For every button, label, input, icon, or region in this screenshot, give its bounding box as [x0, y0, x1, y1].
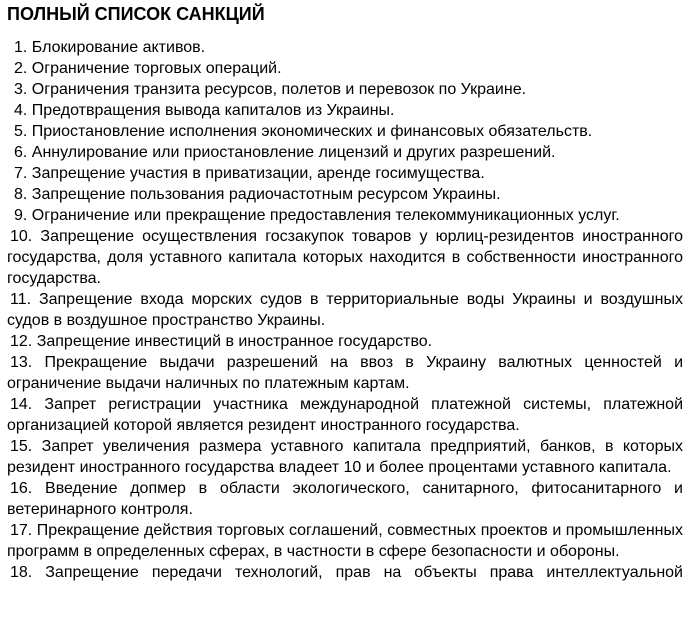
- item-text: Запрещение пользования радиочастотным ресурсом Украины.: [31, 186, 501, 203]
- item-text: Прекращение выдачи разрешений на ввоз в Украину валютных ценностей и ограничение выдачи наличных по платежным картам.: [7, 354, 684, 392]
- item-number: 16.: [10, 480, 33, 497]
- list-item: [7, 331, 683, 352]
- item-text: Ограничения транзита ресурсов, полетов и перевозок по Украине.: [31, 81, 527, 98]
- item-text: Запрещение передачи технологий, прав на объекты права интеллектуальной: [45, 564, 683, 581]
- item-number: 9.: [14, 207, 28, 224]
- item-text: Запрещение осуществления госзакупок товаров у юрлиц-резидентов иностранного государства, доля уставного капитала которых находится в собственности иностранного государства.: [7, 228, 683, 287]
- list-item: [7, 142, 683, 163]
- page-title: ПОЛНЫЙ СПИСОК САНКЦИЙ: [7, 4, 265, 24]
- item-number: 11.: [10, 291, 32, 308]
- list-item: [7, 562, 683, 583]
- item-number: 7.: [14, 165, 28, 182]
- list-item: [7, 163, 683, 184]
- list-item: [7, 205, 683, 226]
- item-number: 8.: [14, 186, 28, 203]
- item-number: 12.: [10, 333, 33, 350]
- item-text: Ограничение торговых операций.: [31, 60, 282, 77]
- item-number: 6.: [14, 144, 28, 161]
- item-number: 4.: [14, 102, 28, 119]
- list-item: [7, 436, 683, 478]
- item-text: Запрет регистрации участника международной платежной системы, платежной организацией которой является резидент иностранного государства.: [7, 396, 683, 434]
- item-text: Запрещение инвестиций в иностранное государство.: [36, 333, 433, 350]
- list-item: [7, 478, 683, 520]
- list-item: [7, 394, 683, 436]
- item-number: 13.: [10, 354, 33, 371]
- item-number: 10.: [10, 228, 33, 245]
- item-number: 14.: [10, 396, 33, 413]
- item-text: Введение допмер в области экологического, санитарного, фитосанитарного и ветеринарного контроля.: [7, 480, 683, 518]
- item-text: Запрет увеличения размера уставного капитала предприятий, банков, в которых резидент иностранного государства владеет 10 и более процентами уставного капитала.: [7, 438, 684, 476]
- item-number: 18.: [10, 564, 33, 581]
- item-number: 1.: [14, 39, 28, 56]
- item-text: Аннулирование или приостановление лицензий и других разрешений.: [31, 144, 556, 161]
- item-text: Блокирование активов.: [31, 39, 206, 56]
- list-item: [7, 58, 683, 79]
- item-text: Запрещение участия в приватизации, аренде госимущества.: [31, 165, 485, 182]
- item-number: 3.: [14, 81, 28, 98]
- list-item: [7, 352, 683, 394]
- list-item: [7, 520, 683, 562]
- item-text: Предотвращения вывода капиталов из Украины.: [31, 102, 395, 119]
- list-item: [7, 37, 683, 58]
- item-number: 2.: [14, 60, 28, 77]
- list-item: [7, 289, 683, 331]
- item-text: Приостановление исполнения экономических и финансовых обязательств.: [31, 123, 593, 140]
- item-number: 5.: [14, 123, 28, 140]
- item-number: 15.: [10, 438, 33, 455]
- list-item: [7, 226, 683, 289]
- item-text: Ограничение или прекращение предоставления телекоммуникационных услуг.: [31, 207, 620, 224]
- item-text: Прекращение действия торговых соглашений, совместных проектов и промышленных программ в определенных сферах, в частности в сфере безопасности и обороны.: [7, 522, 683, 560]
- sanctions-list: [7, 37, 683, 583]
- list-item: [7, 79, 683, 100]
- item-text: Запрещение входа морских судов в территориальные воды Украины и воздушных судов в воздушное пространство Украины.: [7, 291, 684, 329]
- list-item: [7, 100, 683, 121]
- list-item: [7, 121, 683, 142]
- item-number: 17.: [10, 522, 33, 539]
- list-item: [7, 184, 683, 205]
